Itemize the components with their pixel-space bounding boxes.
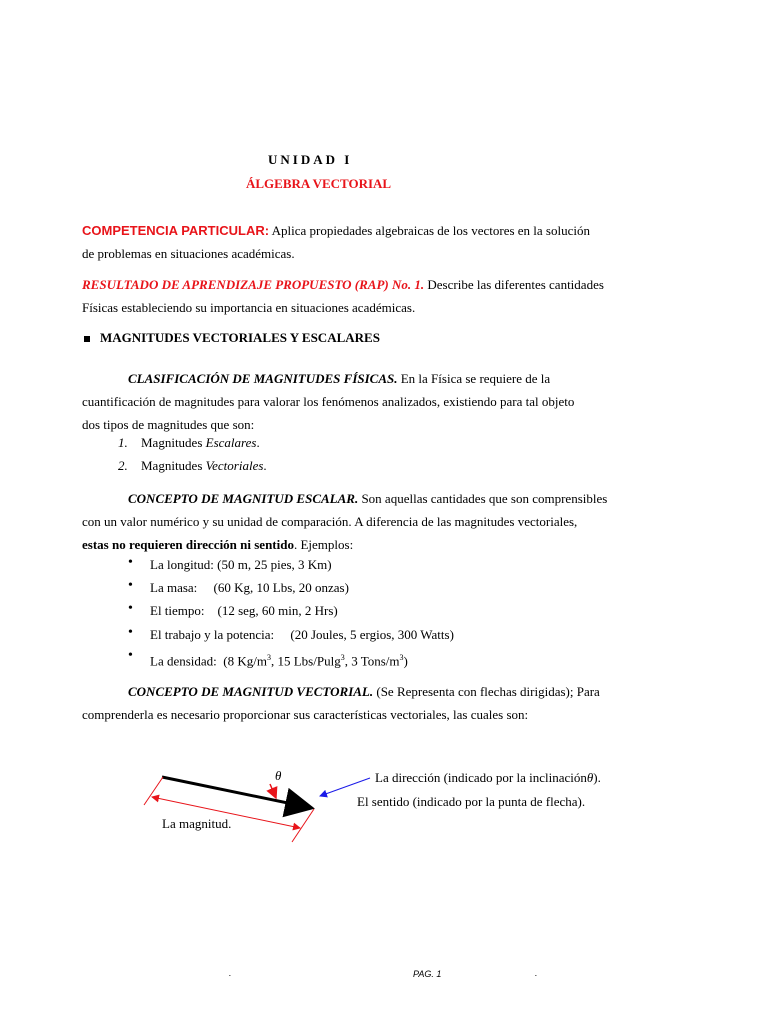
page-number: PAG. 1	[413, 969, 442, 979]
bullet-icon: •	[128, 578, 133, 593]
competencia-label: COMPETENCIA PARTICULAR:	[82, 223, 270, 238]
clasificacion-text-3: dos tipos de magnitudes que son:	[82, 417, 255, 432]
escalar-text-2: con un valor numérico y su unidad de comparación. A diferencia de las magnitudes vectoriales,	[82, 514, 578, 529]
rap-label: RESULTADO DE APRENDIZAJE PROPUESTO (RAP) No. 1.	[82, 277, 425, 292]
escalar-paragraph: CONCEPTO DE MAGNITUD ESCALAR. Son aquellas cantidades que son comprensibles con un valor numérico y su unidad de comparación. A diferencia de las magnitudes vectoriales, estas no requieren dirección ni sentido. Ejemplos:	[82, 491, 608, 552]
rap-text-2: Físicas estableciendo su importancia en situaciones académicas.	[82, 300, 416, 315]
vectorial-text: (Se Representa con flechas dirigidas); Para	[376, 684, 600, 699]
square-bullet-icon	[84, 336, 90, 342]
theta-arrow	[270, 784, 276, 798]
vectorial-label: CONCEPTO DE MAGNITUD VECTORIAL.	[128, 684, 374, 699]
bullet-icon: •	[128, 601, 133, 616]
list-item: 2. Magnitudes Vectoriales.	[118, 458, 267, 473]
footer-dot-left: .	[229, 968, 232, 978]
escalar-bold-text: estas no requieren dirección ni sentido	[82, 537, 294, 552]
list-item: 1. Magnitudes Escalares.	[118, 435, 260, 450]
list-item: La longitud: (50 m, 25 pies, 3 Km)	[150, 557, 332, 572]
sentido-label: El sentido (indicado por la punta de flecha).	[357, 794, 586, 809]
list-item-densidad: La densidad: (8 $Kg/m^3$, 15 Lbs/Pulg$^3$, 3 Tons/$m^3$)	[150, 653, 408, 669]
competencia-text: Aplica propiedades algebraicas de los vectores en la solución	[271, 223, 590, 238]
clasificacion-text: En la Física se requiere de la	[400, 371, 551, 386]
magnitude-tick-start	[144, 777, 163, 805]
unit-subtitle: ÁLGEBRA VECTORIAL	[246, 176, 392, 191]
magnitude-tick-end	[292, 809, 314, 842]
bullet-icon: •	[128, 555, 133, 570]
section-heading: MAGNITUDES VECTORIALES Y ESCALARES	[84, 330, 380, 346]
competencia-paragraph	[82, 219, 684, 265]
magnitud-label: La magnitud.	[162, 816, 232, 831]
clasificacion-label: CLASIFICACIÓN DE MAGNITUDES FÍSICAS.	[128, 371, 398, 386]
clasificacion-text-2: cuantificación de magnitudes para valorar los fenómenos analizados, existiendo para tal objeto	[82, 394, 575, 409]
clasificacion-paragraph	[82, 367, 684, 436]
vectorial-text-2: comprenderla es necesario proporcionar sus características vectoriales, las cuales son:	[82, 707, 529, 722]
escalar-label: CONCEPTO DE MAGNITUD ESCALAR.	[128, 491, 359, 506]
theta-label: θ	[275, 768, 282, 783]
list-item: La masa: (60 Kg, 10 Lbs, 20 onzas)	[150, 580, 349, 595]
bullet-icon: •	[128, 648, 133, 663]
competencia-text-2: de problemas en situaciones académicas.	[82, 246, 295, 261]
list-item: El tiempo: (12 seg, 60 min, 2 Hrs)	[150, 603, 338, 618]
bullet-icon: •	[128, 625, 133, 640]
direccion-label: La dirección (indicado por la inclinaciónθ).	[375, 770, 601, 785]
rap-text: Describe las diferentes cantidades	[427, 277, 604, 292]
vectorial-paragraph	[82, 680, 684, 726]
rap-paragraph	[82, 273, 684, 319]
list-item: El trabajo y la potencia: (20 Joules, 5 ergios, 300 Watts)	[150, 627, 454, 642]
escalar-text: Son aquellas cantidades que son comprensibles	[361, 491, 608, 506]
footer-dot-right: .	[535, 968, 538, 978]
